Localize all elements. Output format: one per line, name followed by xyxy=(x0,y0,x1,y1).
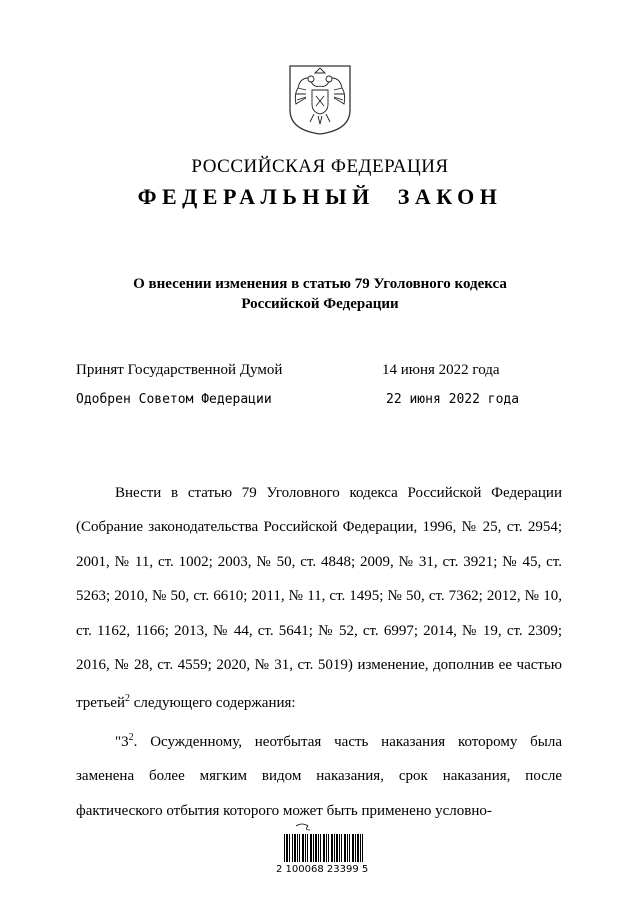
duma-adoption-label: Принят Государственной Думой xyxy=(76,362,283,378)
coat-of-arms-emblem-icon xyxy=(288,64,352,136)
body-paragraph-1-superscript: 2 xyxy=(124,693,130,705)
duma-adoption-date: 14 июня 2022 года xyxy=(382,362,500,378)
body-paragraph-2-text: . Осужденному, неотбытая часть наказания которому была заменена более мягким видом наказания, срок наказания, после фактического отбытия которого может быть применено условно- xyxy=(76,733,562,819)
barcode-icon xyxy=(282,822,366,886)
barcode-number: 2 100068 23399 5 xyxy=(276,864,369,875)
law-title xyxy=(0,274,640,314)
council-approval-date: 22 июня 2022 года xyxy=(386,392,520,407)
body-paragraph-2-superscript: 2 xyxy=(128,731,134,743)
law-title-line-1: О внесении изменения в статью 79 Уголовного кодекса xyxy=(133,276,507,292)
body-paragraph-1 xyxy=(76,476,562,721)
body-paragraph-1-text: Внести в статью 79 Уголовного кодекса Российской Федерации (Собрание законодательства Российской Федерации, 1996, № 25, ст. 2954; 2001, № 11, ст. 1002; 2003, № 50, ст. 4848; 2009, № 31, ст. 3921; № 45, ст. 5263; 2010, № 50, ст. 6610; 2011, № 11, ст. 1495; № 50, ст. 7362; 2012, № 10, ст. 1162, 1166; 2013, № 44, ст. 5641; № 52, ст. 6997; 2014, № 19, ст. 2309; 2016, № 28, ст. 4559; 2020, № 31, ст. 5019) изменение, дополнив ее частью третьей xyxy=(76,485,562,712)
council-approval-label: Одобрен Советом Федерации xyxy=(76,392,272,407)
body-paragraph-1-end: следующего содержания: xyxy=(129,695,296,712)
country-name: РОССИЙСКАЯ ФЕДЕРАЦИЯ xyxy=(191,156,449,177)
document-type: ФЕДЕРАЛЬНЫЙ ЗАКОН xyxy=(137,184,503,209)
body-paragraph-2 xyxy=(76,721,562,828)
law-body xyxy=(76,476,562,828)
body-paragraph-2-start: "3 xyxy=(115,733,129,750)
law-title-line-2: Российской Федерации xyxy=(241,296,399,312)
